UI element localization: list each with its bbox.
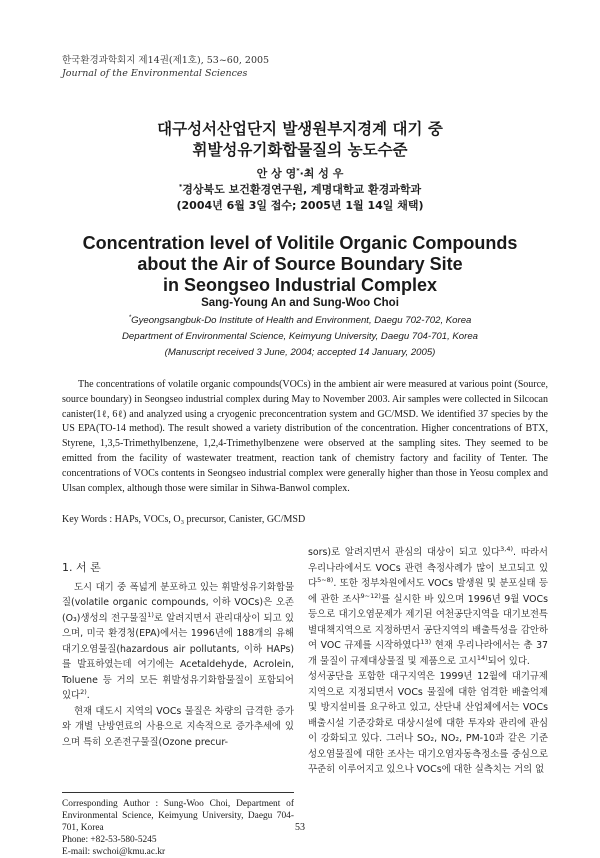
korean-title bbox=[0, 119, 600, 161]
korean-author-1: 안 상 영 bbox=[256, 167, 297, 180]
korean-affiliation: 경상북도 보건환경연구원, 계명대학교 환경과학과 bbox=[182, 183, 422, 196]
english-title-line1: Concentration level of Volitile Organic Compounds bbox=[82, 233, 518, 253]
ref-2: 2) bbox=[80, 687, 87, 696]
korean-title-line2: 휘발성유기화합물질의 농도수준 bbox=[192, 141, 408, 159]
paragraph-3 bbox=[308, 545, 548, 669]
p1-text-a: 도시 대기 중 폭넓게 분포하고 있는 휘발성유기화합물질(volatile organic compounds, 이하 VOCs)은 오존(O₃)생성의 전구물질 bbox=[62, 581, 294, 624]
english-title bbox=[0, 233, 600, 296]
ref-4: 5~8) bbox=[317, 575, 334, 584]
journal-citation: 한국환경과학회지 제14권(제1호), 53~60, 2005 bbox=[62, 55, 270, 66]
email: E-mail: swchoi@kmu.ac.kr bbox=[62, 847, 166, 857]
left-column bbox=[62, 560, 294, 750]
page-number: 53 bbox=[295, 822, 305, 833]
ref-6: 13) bbox=[420, 637, 432, 646]
abstract: The concentrations of volatile organic compounds(VOCs) in the ambient air were measured at various point (Source, source boundary) in Seongseo industrial complex during May to November 2003. Air samples were collected in Silcocan canister(1ℓ, 6ℓ) and analyzed using a cryogenic preconcentration system and GC/MSD. We identified 37 species by the US EPA(TO-14 method). The result showed a variety distribution of the concentration. Higher concentrations of BTX, Styrene, 1,3,5-Trimethylbenzene, 1,2,4-Trimethylbenzene were observed at the sampling sites. They seemed to be emitted from the facility of wastewater treatment, reaction tank of chemistry factory and facility of Tenter. The concentrations of VOCs contents in Seongseo industrial complex were generally higher than those in Yeosu complex and Ulsan complex, although those were similar in Sihwa-Banwol complex. bbox=[62, 379, 548, 494]
korean-author-2: ·최 성 우 bbox=[299, 167, 344, 180]
paragraph-2: 현재 대도시 지역의 VOCs 물질은 차량의 급격한 증가와 개별 난방연료의 사용으로 지속적으로 증가추세에 있으며 특히 오존전구물질(Ozone precur- bbox=[62, 705, 294, 748]
english-affiliations bbox=[0, 313, 600, 361]
r1-c: . 또한 정부차원에서도 VOCs 발생원 및 분포실태 등에 관한 조사 bbox=[308, 578, 548, 605]
keywords bbox=[62, 514, 305, 525]
journal-name: Journal of the Environmental Sciences bbox=[62, 68, 248, 79]
manuscript-dates: (Manuscript received 3 June, 2004; accepted 14 January, 2005) bbox=[164, 347, 436, 358]
corresponding-author: Corresponding Author : Sung-Woo Choi, Department of Environmental Science, Keimyung University, Daegu 704-701, Korea bbox=[62, 799, 294, 833]
r1-e: 현재 우리나라에서는 총 37개 물질이 규제대상물질 및 제품으로 고시 bbox=[308, 640, 548, 667]
affiliation-2: Department of Environmental Science, Keimyung University, Daegu 704-701, Korea bbox=[121, 331, 479, 342]
r1-f: 되어 있다. bbox=[487, 655, 530, 667]
section-heading: 1. 서 론 bbox=[62, 561, 101, 574]
ref-7: 14) bbox=[476, 653, 488, 662]
affil1-mark: * bbox=[128, 313, 132, 321]
korean-title-line1: 대구성서산업단지 발생원부지경계 대기 중 bbox=[157, 120, 443, 138]
keywords-label: Key Words : bbox=[62, 514, 113, 525]
affil-mark: * bbox=[178, 182, 183, 191]
r1-a: sors)로 알려지면서 관심의 대상이 되고 있다 bbox=[308, 547, 501, 558]
r1-b: . 따라서 우리나라에서도 VOCs 관련 측정사례가 많이 보고되고 있다 bbox=[308, 547, 548, 589]
english-authors: Sang-Young An and Sung-Woo Choi bbox=[201, 297, 399, 309]
right-column bbox=[308, 545, 548, 778]
korean-dates: (2004년 6월 3일 접수; 2005년 1월 14일 채택) bbox=[176, 199, 424, 212]
p1-text-b: 로 알려지면서 관리대상이 되고 있으며, 미국 환경청(EPA)에서는 1996년에 188개의 유해대기오염물질(hazardous air pollutants, 이하 HAPs)를 발표하였는데 여기에는 Acetaldehyde, Acrolein, Toluene 등 거의 모든 휘발성유기화합물질이 포함되어 있다 bbox=[62, 612, 294, 701]
p1-text-c: . bbox=[86, 690, 90, 701]
affiliation-1: Gyeongsangbuk-Do Institute of Health and Environment, Daegu 702-702, Korea bbox=[131, 315, 472, 326]
journal-header bbox=[62, 54, 269, 80]
ref-1: 1) bbox=[147, 610, 154, 619]
paragraph-1 bbox=[62, 580, 294, 704]
keywords-text: HAPs, VOCs, O₃ precursor, Canister, GC/MSD bbox=[114, 514, 306, 525]
paragraph-4: 성서공단을 포함한 대구지역은 1999년 12월에 대기규제지역으로 지정되면서 VOCs 물질에 대한 엄격한 배출억제 및 방지설비를 요구하고 있고, 산단내 산업체에서는 VOCs 배출시설 기준강화로 대상시설에 대한 투자와 관리에 관심이 강화되고 있다. 그러나 SO₂, NO₂, PM-10과 같은 기준성오염물질에 대한 조사는 대기오염자동측정소를 중심으로 꾸준히 이루어지고 있으나 VOCs에 대한 실측치는 거의 없 bbox=[308, 671, 548, 775]
english-title-line3: in Seongseo Industrial Complex bbox=[162, 275, 438, 295]
ref-5: 9~12) bbox=[360, 591, 381, 600]
r1-d: 를 실시한 바 있으며 1996년 9월 VOCs 등으로 대기오염문제가 제기된 여천공단지역을 대기보전특별대책지역으로 지정하면서 공단지역의 배출특성을 감안하여 VOC 규제를 시작하였다 bbox=[308, 593, 548, 651]
korean-authors bbox=[0, 166, 600, 214]
author-mark: * bbox=[296, 166, 300, 175]
english-title-line2: about the Air of Source Boundary Site bbox=[137, 254, 463, 274]
footnote-divider bbox=[62, 792, 294, 793]
ref-3: 3,4) bbox=[500, 544, 513, 553]
phone: Phone: +82-53-580-5245 bbox=[62, 835, 157, 845]
